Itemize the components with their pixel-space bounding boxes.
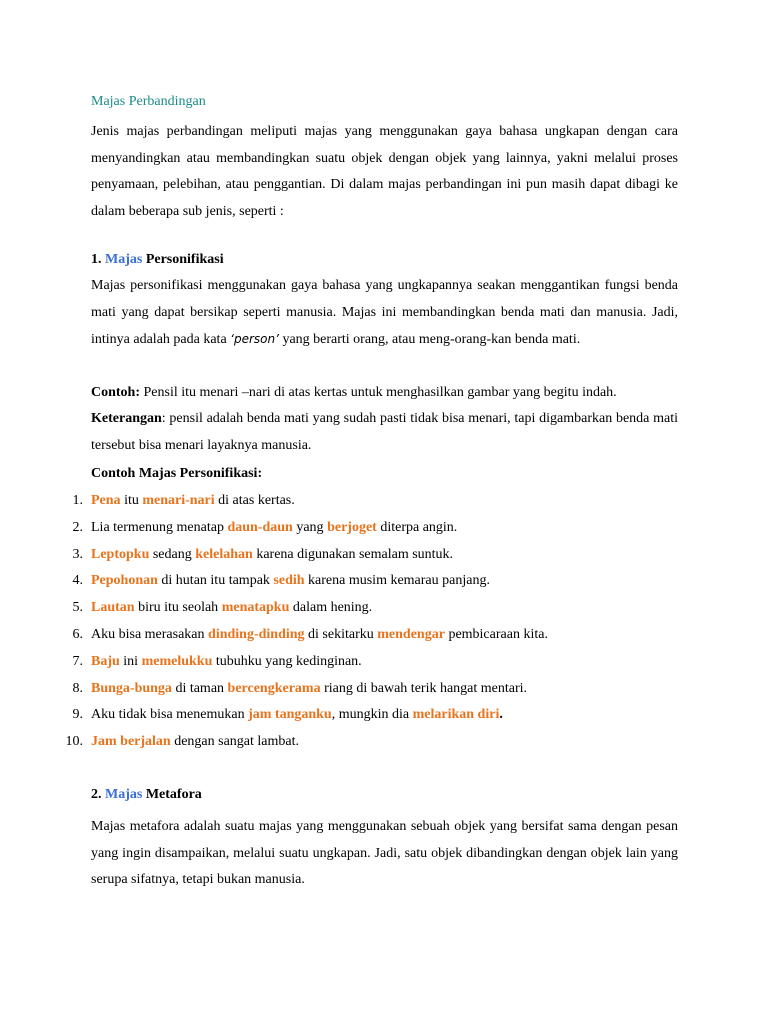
text-segment: di taman	[171, 680, 228, 696]
person-word: ‘person’	[230, 332, 279, 347]
text-segment: dalam hening.	[289, 600, 373, 616]
list-item-text	[91, 594, 372, 621]
text-segment: karena musim kemarau panjang.	[304, 573, 490, 589]
highlighted-phrase: daun-daun	[227, 519, 293, 535]
example-text: Pensil itu menari –nari di atas kertas untuk menghasilkan gambar yang begitu indah.	[143, 385, 617, 400]
highlighted-phrase: bercengkerama	[227, 680, 321, 696]
page-title: Majas Perbandingan	[91, 94, 206, 109]
highlighted-phrase: berjoget	[327, 519, 377, 535]
list-item	[0, 728, 768, 755]
highlighted-phrase: Baju	[91, 653, 120, 669]
text-segment: dengan sangat lambat.	[170, 734, 300, 750]
section-1-name: Personifikasi	[145, 252, 224, 267]
highlighted-phrase: mendengar	[377, 627, 445, 642]
highlighted-phrase: Leptopku	[91, 546, 150, 562]
text-segment: yang	[292, 519, 328, 535]
section-2-number: 2.	[91, 787, 102, 802]
section-2-majas-word: Majas	[105, 787, 143, 802]
list-item-text	[91, 514, 457, 541]
list-item	[0, 701, 768, 728]
highlighted-phrase: memelukku	[141, 653, 213, 669]
section-2-description: Majas metafora adalah suatu majas yang menggunakan sebuah objek yang bersifat sama dengan pesan yang ingin disampaikan, melalui suatu ungkapan. Jadi, satu objek dibandingkan dengan objek lain yang serupa sifatnya, tetapi bukan manusia.	[91, 819, 678, 888]
list-item-text	[91, 675, 527, 702]
list-item	[0, 541, 768, 568]
list-item-text	[91, 621, 548, 648]
highlighted-phrase: menari-nari	[142, 493, 215, 508]
example-line	[91, 380, 617, 406]
section-2-name: Metafora	[145, 787, 202, 802]
highlighted-phrase: Pepohonan	[91, 573, 158, 589]
highlighted-phrase: jam tanganku	[248, 707, 332, 723]
list-item-text	[91, 728, 299, 755]
list-item-number: 8.	[72, 680, 83, 696]
list-item-number: 4.	[72, 573, 83, 589]
list-item-number: 1.	[72, 493, 83, 508]
text-segment: ini	[119, 653, 142, 669]
section-2-heading	[91, 782, 202, 808]
section-1-desc-a: Majas personifikasi menggunakan gaya bahasa yang ungkapannya seakan menggantikan fungsi benda mati yang dapat bersikap seperti manusia. Majas ini membandingkan benda mati dan manusia. Jadi, intinya adalah pada kata	[91, 278, 678, 348]
section-1-heading	[91, 247, 224, 273]
note-label: Keterangan	[91, 411, 162, 426]
list-item	[0, 567, 768, 594]
list-item-text	[91, 541, 453, 568]
text-segment: di hutan itu tampak	[157, 573, 274, 589]
section-1-description	[91, 273, 678, 354]
highlighted-phrase: sedih	[273, 573, 305, 589]
highlighted-phrase: Bunga-bunga	[91, 680, 172, 696]
text-segment: biru itu seolah	[134, 600, 222, 616]
text-segment: Lia termenung menatap	[91, 519, 228, 535]
section-1-desc-b: yang berarti orang, atau meng-orang-kan benda mati.	[282, 332, 581, 348]
text-segment: itu	[120, 493, 143, 508]
examples-list-title: Contoh Majas Personifikasi:	[91, 466, 263, 481]
text-segment: Aku bisa merasakan	[91, 627, 209, 642]
highlighted-phrase: Lautan	[91, 600, 135, 616]
list-item	[0, 594, 768, 621]
list-item-number: 9.	[72, 707, 83, 723]
list-item	[0, 648, 768, 675]
list-item-number: 7.	[72, 653, 83, 669]
list-item-number: 5.	[72, 600, 83, 616]
highlighted-phrase: melarikan diri	[412, 707, 500, 723]
list-item	[0, 621, 768, 648]
highlighted-phrase: menatapku	[221, 600, 290, 616]
list-item-text	[91, 487, 295, 514]
list-item	[0, 514, 768, 541]
text-segment: karena digunakan semalam suntuk.	[252, 546, 454, 562]
text-segment: pembicaraan kita.	[444, 627, 548, 642]
list-item-number: 10.	[65, 734, 83, 750]
list-item-number: 2.	[72, 519, 83, 535]
text-segment: sedang	[149, 546, 196, 562]
text-segment: di sekitarku	[304, 627, 378, 642]
highlighted-phrase: kelelahan	[195, 546, 253, 562]
list-item-text	[91, 648, 362, 675]
section-1-majas-word: Majas	[105, 252, 143, 267]
list-item	[0, 675, 768, 702]
highlighted-phrase: dinding-dinding	[208, 627, 305, 642]
text-segment: Aku tidak bisa menemukan	[91, 707, 249, 723]
text-segment: .	[499, 707, 503, 723]
list-item-number: 3.	[72, 546, 83, 562]
list-item-text	[91, 567, 490, 594]
list-item	[0, 487, 768, 514]
example-label: Contoh:	[91, 385, 141, 400]
text-segment: riang di bawah terik hangat mentari.	[320, 680, 528, 696]
list-item-number: 6.	[72, 627, 83, 642]
text-segment: , mungkin dia	[331, 707, 413, 723]
text-segment: tubuhku yang kedinginan.	[212, 653, 362, 669]
note-paragraph	[91, 406, 678, 459]
highlighted-phrase: Jam berjalan	[91, 734, 171, 750]
text-segment: di atas kertas.	[214, 493, 295, 508]
text-segment: diterpa angin.	[376, 519, 458, 535]
intro-paragraph: Jenis majas perbandingan meliputi majas yang menggunakan gaya bahasa ungkapan dengan cara menyandingkan atau membandingkan suatu objek dengan objek yang lainnya, yakni melalui proses penyamaan, pelebihan, atau penggantian. Di dalam majas perbandingan ini pun masih dapat dibagi ke dalam beberapa sub jenis, seperti :	[91, 124, 678, 220]
section-1-number: 1.	[91, 252, 102, 267]
list-item-text	[91, 701, 503, 728]
note-text: : pensil adalah benda mati yang sudah pasti tidak bisa menari, tapi digambarkan benda mati tersebut bisa menari layaknya manusia.	[91, 411, 678, 453]
highlighted-phrase: Pena	[91, 493, 121, 508]
